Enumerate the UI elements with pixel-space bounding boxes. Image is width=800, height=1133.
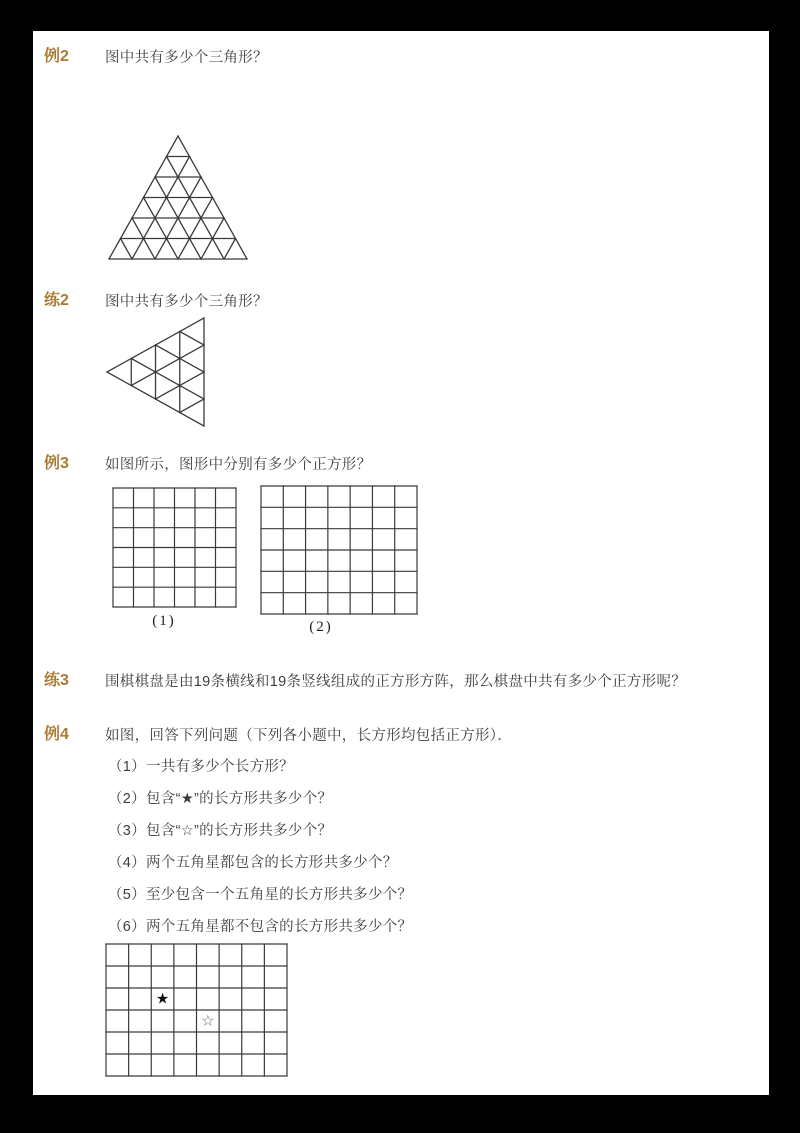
- section-label-example3: 例3: [44, 455, 69, 472]
- subquestion-4: （4）两个五角星都包含的长方形共多少个？: [108, 855, 398, 871]
- question-example3: 如图所示，图形中分别有多少个正方形？: [105, 457, 372, 473]
- subquestion-6: （6）两个五角星都不包含的长方形共多少个？: [108, 919, 413, 935]
- figure-caption-1: (1): [152, 613, 176, 629]
- section-label-example2: 例2: [44, 48, 69, 65]
- hollow-star-mark: ☆: [201, 1012, 215, 1030]
- question-practice3: 围棋棋盘是由19条横线和19条竖线组成的正方形方阵，那么棋盘中共有多少个正方形呢？: [105, 674, 687, 690]
- subquestion-1: （1）一共有多少个长方形？: [108, 759, 294, 775]
- figure-triangle-grid-up: [108, 135, 248, 260]
- section-label-practice3: 练3: [44, 672, 69, 689]
- section-label-practice2: 练2: [44, 292, 69, 309]
- question-example2: 图中共有多少个三角形？: [105, 50, 268, 66]
- figure-square-grid-3: [105, 943, 288, 1077]
- question-practice2: 图中共有多少个三角形？: [105, 294, 268, 310]
- section-label-example4: 例4: [44, 726, 69, 743]
- question-example4: 如图，回答下列问题（下列各小题中，长方形均包括正方形）．: [105, 728, 513, 744]
- worksheet-page: [33, 31, 769, 1095]
- figure-triangle-grid-left: [106, 317, 205, 427]
- filled-star-mark: ★: [155, 990, 170, 1008]
- subquestion-2: （2）包含“★”的长方形共多少个？: [108, 791, 333, 807]
- figure-square-grid-1: [112, 487, 237, 608]
- figure-caption-2: (2): [309, 619, 333, 635]
- figure-square-grid-2: [260, 485, 418, 615]
- subquestion-5: （5）至少包含一个五角星的长方形共多少个？: [108, 887, 413, 903]
- subquestion-3: （3）包含“☆”的长方形共多少个？: [108, 823, 333, 839]
